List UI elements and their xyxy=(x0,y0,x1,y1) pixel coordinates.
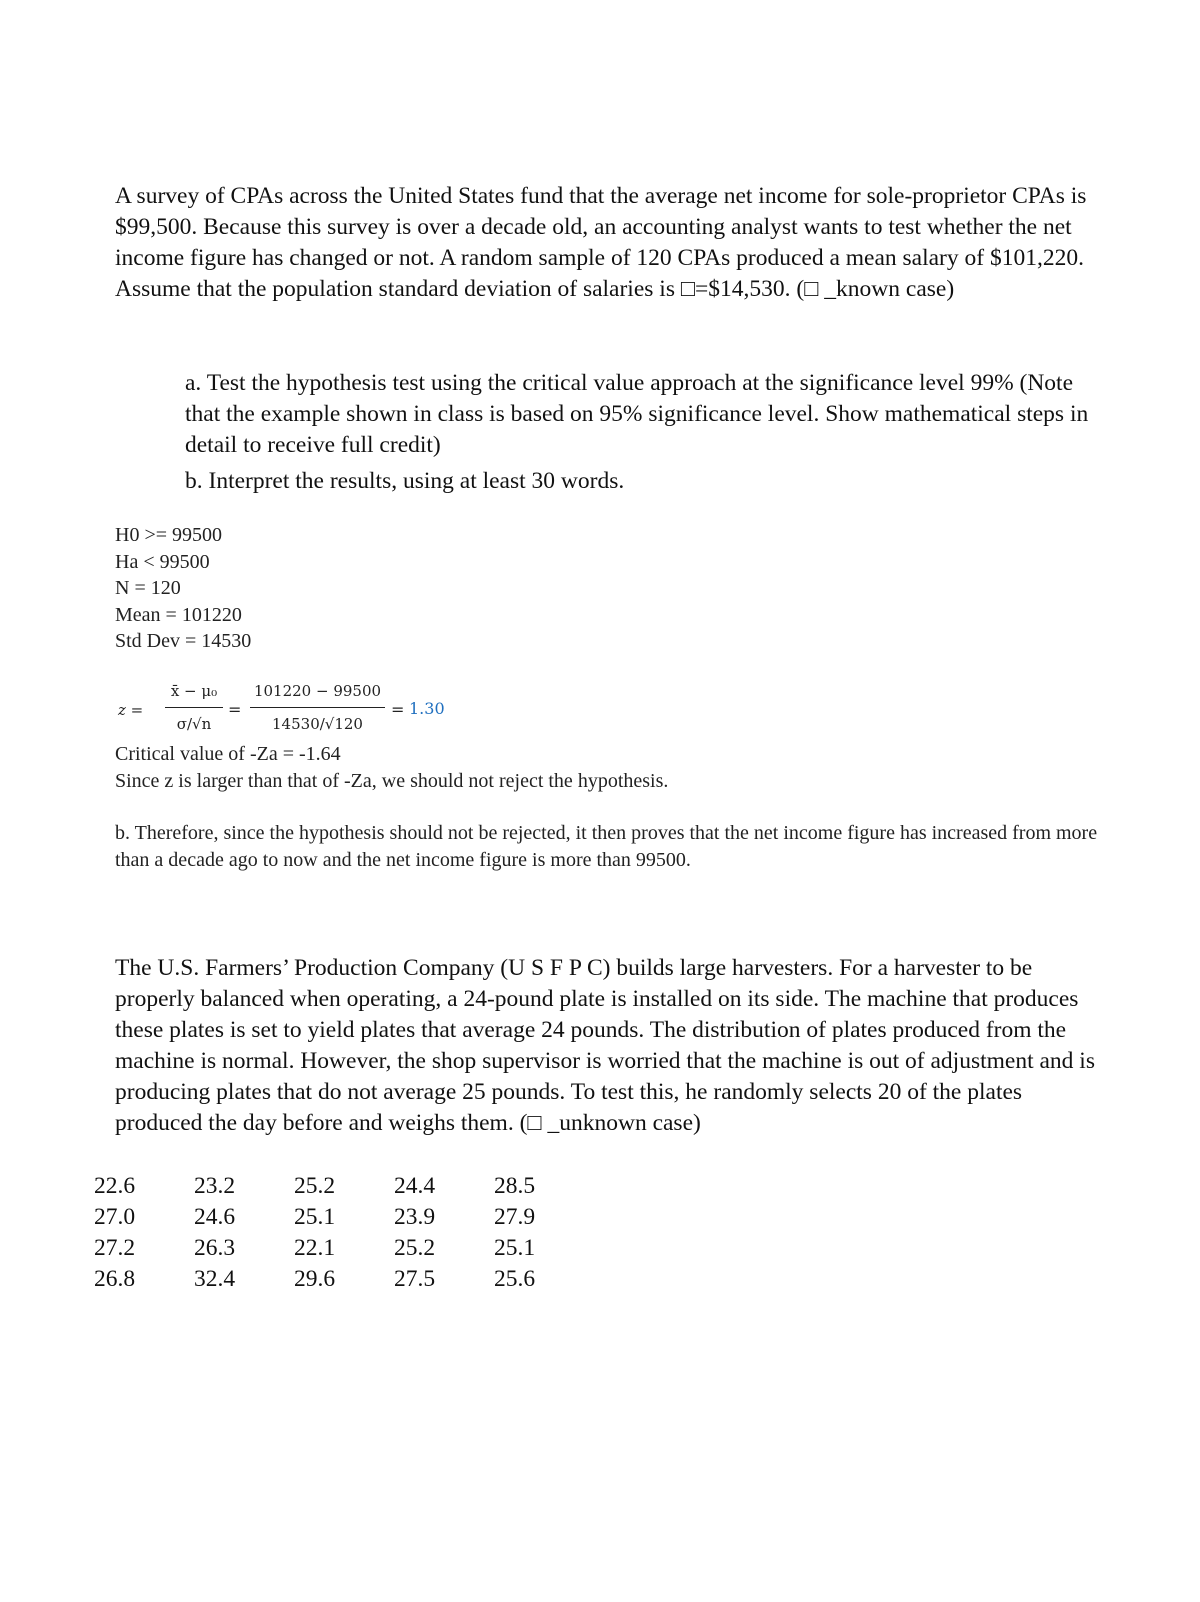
weight-cell: 22.1 xyxy=(294,1235,336,1261)
alternative-hypothesis: Ha < 99500 xyxy=(115,550,210,573)
weight-cell: 24.4 xyxy=(394,1173,436,1199)
weight-cell: 26.3 xyxy=(194,1235,236,1261)
question-2-text: The U.S. Farmers’ Production Company (U S F P C) builds large harvesters. For a harvester to be properly balanced when operating, a 24-pound plate is installed on its side. The machine that produces these plates is set to yield plates that average 24 pounds. The distribution of plates produced from the machine is normal. However, the shop supervisor is worried that the machine is out of adjustment and is producing plates that do not average 25 pounds. To test this, he randomly selects 20 of the plates produced the day before and weighs them. (□ _unknown case) xyxy=(115,955,1095,1136)
hypotheses-block xyxy=(115,522,1115,655)
fraction-bar xyxy=(165,707,223,708)
weight-cell: 25.2 xyxy=(394,1235,436,1261)
numeric-denominator: 14530/√120 xyxy=(272,715,363,733)
plate-weights-table xyxy=(94,1171,594,1295)
interpretation: b. Therefore, since the hypothesis should not be rejected, it then proves that the net income figure has increased from more than a decade ago to now and the net income figure is more than 99500. xyxy=(115,822,1098,871)
weight-cell: 23.2 xyxy=(194,1173,236,1199)
question-1-part-b: b. Interpret the results, using at least 30 words. xyxy=(185,468,625,494)
weight-cell: 25.2 xyxy=(294,1173,336,1199)
weight-cell: 24.6 xyxy=(194,1204,236,1230)
conclusion: Since z is larger than that of -Za, we should not reject the hypothesis. xyxy=(115,770,669,792)
question-1-text: A survey of CPAs across the United States fund that the average net income for sole-proprietor CPAs is $99,500. Because this survey is over a decade old, an accounting analyst wants to test whether the net income figure has changed or not. A random sample of 120 CPAs produced a mean salary of $101,220. Assume that the population standard deviation of salaries is □=$14,530. (□ _known case) xyxy=(115,183,1087,302)
weight-cell: 25.6 xyxy=(494,1266,536,1292)
table-row xyxy=(94,1171,594,1202)
weight-cell: 25.1 xyxy=(294,1204,336,1230)
table-row xyxy=(94,1233,594,1264)
std-dev: Std Dev = 14530 xyxy=(115,630,252,652)
table-row xyxy=(94,1264,594,1295)
fraction-bar xyxy=(250,707,385,708)
weight-cell: 25.1 xyxy=(494,1235,536,1261)
formula-lhs: z = xyxy=(118,701,144,719)
z-score-formula xyxy=(115,678,475,742)
weight-cell: 26.8 xyxy=(94,1266,136,1292)
critical-value: Critical value of -Za = -1.64 xyxy=(115,743,341,765)
weight-cell: 28.5 xyxy=(494,1173,536,1199)
null-hypothesis: H0 >= 99500 xyxy=(115,524,223,546)
table-row xyxy=(94,1202,594,1233)
weight-cell: 27.5 xyxy=(394,1266,436,1292)
equals-sign: = xyxy=(391,700,405,719)
numeric-numerator: 101220 − 99500 xyxy=(253,682,382,700)
weight-cell: 27.9 xyxy=(494,1204,536,1230)
weight-cell: 23.9 xyxy=(394,1204,436,1230)
general-numerator: x̄ − μ₀ xyxy=(170,682,218,700)
sample-size: N = 120 xyxy=(115,577,181,599)
sample-mean: Mean = 101220 xyxy=(115,603,242,626)
weight-cell: 27.0 xyxy=(94,1204,136,1230)
weight-cell: 27.2 xyxy=(94,1235,136,1261)
general-fraction xyxy=(165,678,223,737)
equals-sign: = xyxy=(228,700,242,719)
weight-cell: 22.6 xyxy=(94,1173,136,1199)
weight-cell: 32.4 xyxy=(194,1266,236,1292)
general-denominator: σ/√n xyxy=(176,715,212,733)
z-result: 1.30 xyxy=(409,699,445,718)
weight-cell: 29.6 xyxy=(294,1266,336,1292)
question-1-part-a: a. Test the hypothesis test using the critical value approach at the significance level 99% (Note that the example shown in class is based on 95% significance level. Show mathematical steps in detail to receive full credit) xyxy=(185,370,1089,458)
numeric-fraction xyxy=(250,678,385,737)
